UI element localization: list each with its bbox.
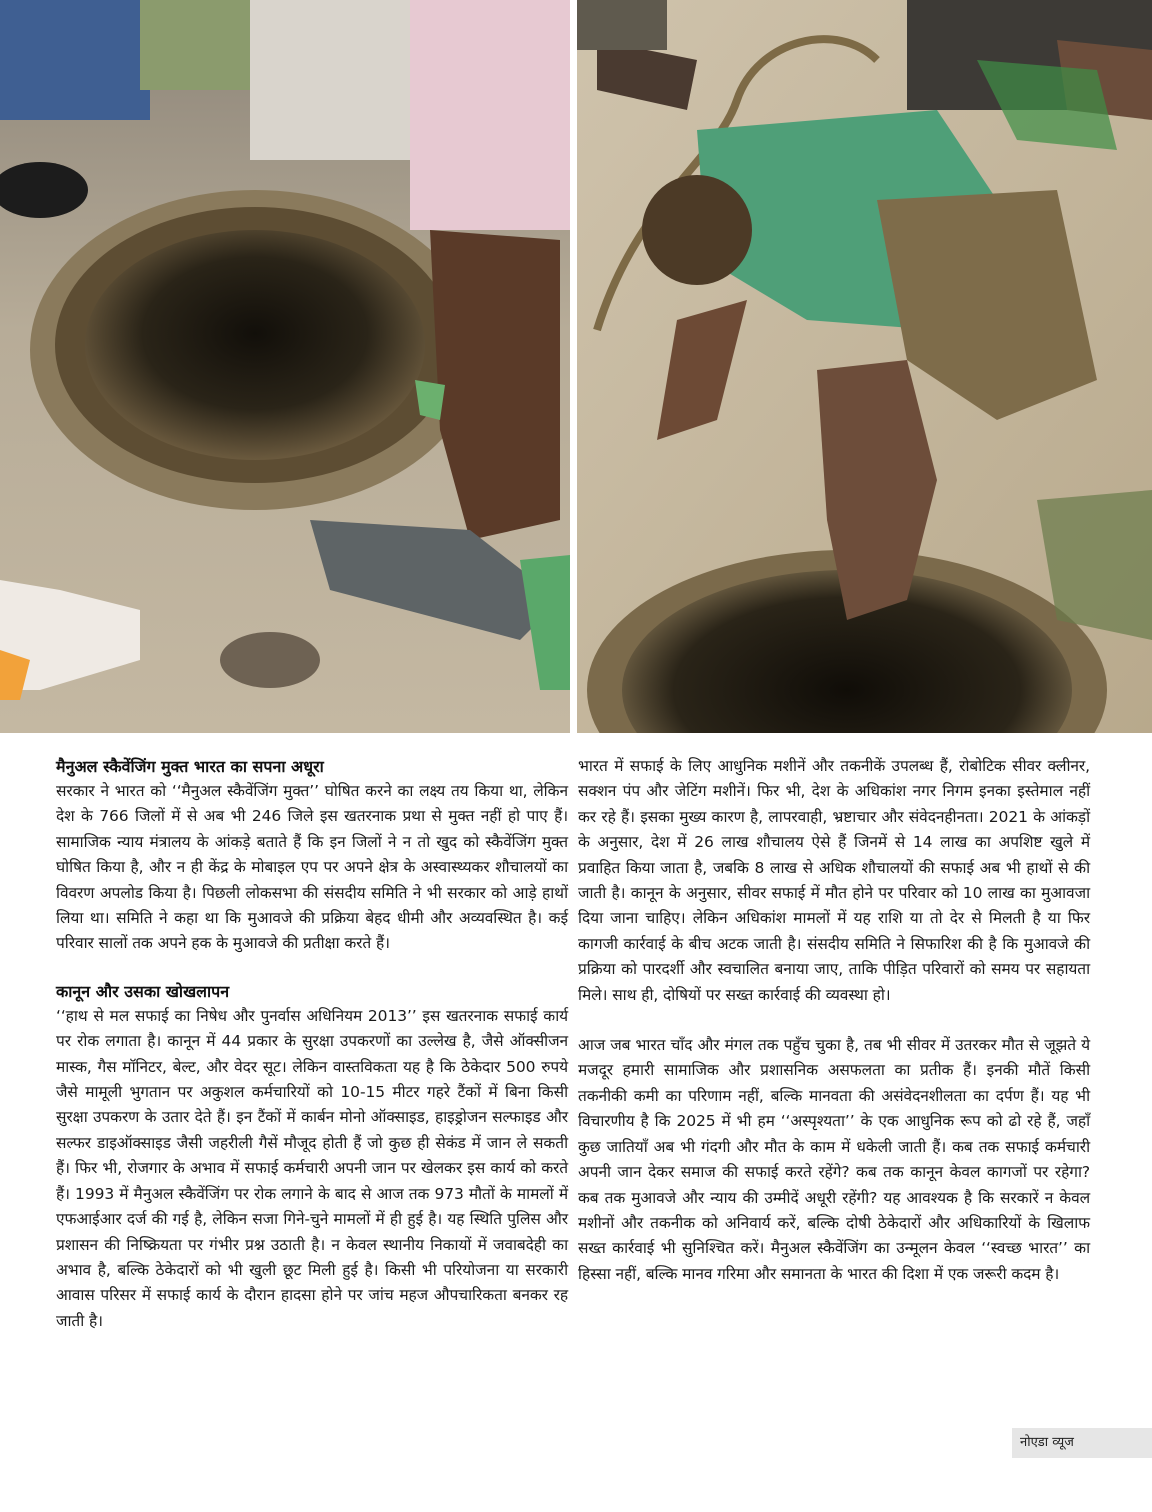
spacer [578,1008,1090,1033]
spacer [56,957,568,979]
section-body-manual-scavenging: सरकार ने भारत को ‘‘मैनुअल स्कैवेंजिंग मुक्त’’ घोषित करने का लक्ष्य तय किया था, लेकिन देश के 766 जिलों में से अब भी 246 जिले इस खतरनाक प्रथा से मुक्त नहीं हो पाए हैं। सामाजिक न्याय मंत्रालय के आंकड़े बताते हैं कि इन जिलों ने न तो खुद को स्कैवेंजिंग मुक्त घोषित किया है, और न ही केंद्र के मोबाइल एप पर अपने क्षेत्र के अस्वास्थ्यकर शौचालयों का विवरण अपलोड किया है। पिछली लोकसभा की संसदीय समिति ने भी सरकार को आड़े हाथों लिया था। समिति ने कहा था कि मुआवजे की प्रक्रिया बेहद धीमी और अव्यवस्थित है। कई परिवार सालों तक अपने हक के मुआवजे की प्रतीक्षा करते हैं। [56,782,568,953]
section-heading-law: कानून और उसका खोखलापन [56,981,230,1001]
photo-manhole-illustration [0,0,570,733]
paragraph-conclusion: आज जब भारत चाँद और मंगल तक पहुँच चुका है, तब भी सीवर में उतरकर मौत से जूझते ये मजदूर हमारी सामाजिक और प्रशासनिक असफलता का प्रतीक हैं। इनकी मौतें किसी तकनीकी कमी का परिणाम नहीं, बल्कि मानवता की असंवेदनशीलता का दर्पण हैं। यह भी विचारणीय है कि 2025 में भी हम ‘‘अस्पृश्यता’’ के एक आधुनिक रूप को ढो रहे हैं, जहाँ कुछ जातियाँ अब भी गंदगी और मौत के काम में धकेली जाती हैं। कब तक सफाई कर्मचारी अपनी जान देकर समाज की सफाई करते रहेंगे? कब तक कानून केवल कागजों पर रहेगा? कब तक मुआवजे और न्याय की उम्मीदें अधूरी रहेंगी? यह आवश्यक है कि सरकारें न केवल मशीनों और तकनीक को अनिवार्य करें, बल्कि दोषी ठेकेदारों और अधिकारियों के खिलाफ सख्त कार्रवाई भी सुनिश्चित करें। मैनुअल स्कैवेंजिंग का उन्मूलन केवल ‘‘स्वच्छ भारत’’ का हिस्सा नहीं, बल्कि मानव गरिमा और समानता के भारत की दिशा में एक जरूरी कदम है। [578,1036,1090,1283]
section-body-law: ‘‘हाथ से मल सफाई का निषेध और पुनर्वास अधिनियम 2013’’ इस खतरनाक सफाई कार्य पर रोक लगाता है। कानून में 44 प्रकार के सुरक्षा उपकरणों का उल्लेख है, जैसे ऑक्सीजन मास्क, गैस मॉनिटर, बेल्ट, और वेदर सूट। लेकिन वास्तविकता यह है कि ठेकेदार 500 रुपये जैसे मामूली भुगतान पर अकुशल कर्मचारियों को 10-15 मीटर गहरे टैंकों में बिना किसी सुरक्षा उपकरण के उतार देते हैं। इन टैंकों में कार्बन मोनो ऑक्साइड, हाइड्रोजन सल्फाइड और सल्फर डाइऑक्साइड जैसी जहरीली गैसें मौजूद होती हैं जो कुछ ही सेकंड में जान ले सकती हैं। फिर भी, रोजगार के अभाव में सफाई कर्मचारी अपनी जान पर खेलकर इस कार्य को करते हैं। 1993 में मैनुअल स्कैवेंजिंग पर रोक लगाने के बाद से आज तक 973 मौतों के मामलों में एफआईआर दर्ज की गई है, लेकिन सजा गिने-चुने मामलों में ही हुई है। यह स्थिति पुलिस और प्रशासन की निष्क्रियता पर गंभीर प्रश्न उठाती है। न केवल स्थानीय निकायों में जवाबदेही का अभाव है, बल्कि ठेकेदारों को भी खुली छूट मिली हुई है। किसी भी परियोजना या सरकारी आवास परिसर में सफाई कार्य के दौरान हादसा होने पर जांच महज औपचारिकता बनकर रह जाती है। [56,1006,568,1330]
right-column [578,754,1090,1287]
section-heading-manual-scavenging: मैनुअल स्कैवेंजिंग मुक्त भारत का सपना अधूरा [56,757,324,776]
paragraph-machines: भारत में सफाई के लिए आधुनिक मशीनें और तकनीकें उपलब्ध हैं, रोबोटिक सीवर क्लीनर, सक्शन पंप और जेटिंग मशीनें। फिर भी, देश के अधिकांश नगर निगम इनका इस्तेमाल नहीं कर रहे हैं। इसका मुख्य कारण है, लापरवाही, भ्रष्टाचार और संवेदनहीनता। 2021 के आंकड़ों के अनुसार, देश में 26 लाख शौचालय ऐसे हैं जिनमें से 14 लाख का अपशिष्ट खुले में प्रवाहित किया जाता है, जबकि 8 लाख से अधिक शौचालयों की सफाई अब भी हाथों से की जाती है। कानून के अनुसार, सीवर सफाई में मौत होने पर परिवार को 10 लाख का मुआवजा दिया जाना चाहिए। लेकिन अधिकांश मामलों में यह राशि या तो देर से मिलती है या फिर कागजी कार्रवाई के बीच अटक जाती है। संसदीय समिति ने सिफारिश की है कि मुआवजे की प्रक्रिया को पारदर्शी और स्वचालित बनाया जाए, ताकि पीड़ित परिवारों को समय पर सहायता मिले। साथ ही, दोषियों पर सख्त कार्रवाई की व्यवस्था हो। [578,757,1090,1004]
photo-worker-rescued [577,0,1152,733]
footer-publication-name: नोएडा व्यूज [1020,1435,1074,1450]
left-column [56,754,568,1334]
photo-manhole-people [0,0,570,733]
photo-worker-illustration [577,0,1152,733]
photo-strip [0,0,1152,733]
